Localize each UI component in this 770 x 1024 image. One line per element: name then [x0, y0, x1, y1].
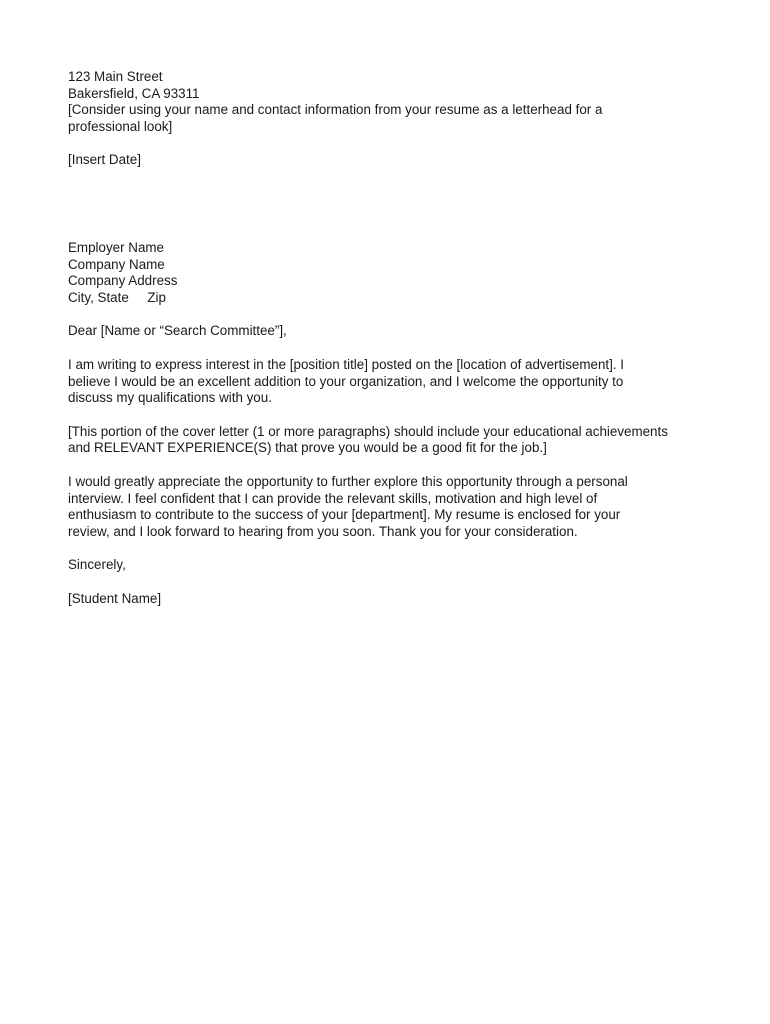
body-line: I am writing to express interest in the [position title] posted on the [location of advertisement]. I: [68, 356, 624, 372]
body-line: enthusiasm to contribute to the success of your [department]. My resume is enclosed for your: [68, 507, 621, 523]
closing: Sincerely,: [68, 557, 126, 573]
recipient-address-block: [68, 240, 708, 306]
salutation: Dear [Name or “Search Committee”],: [68, 323, 287, 339]
body-line: I would greatly appreciate the opportunity to further explore this opportunity through a personal: [68, 473, 628, 489]
body-line: discuss my qualifications with you.: [68, 390, 272, 406]
body-line: and RELEVANT EXPERIENCE(S) that prove you would be a good fit for the job.]: [68, 440, 547, 456]
recipient-company: Company Name: [68, 256, 165, 272]
recipient-city-state-zip: City, State Zip: [68, 289, 166, 305]
letter-date: [Insert Date]: [68, 152, 141, 168]
signature-name: [Student Name]: [68, 590, 162, 606]
letterhead-note-line-1: [Consider using your name and contact information from your resume as a letterhead for a: [68, 102, 603, 118]
sender-street: 123 Main Street: [68, 69, 163, 84]
sender-city-state-zip: Bakersfield, CA 93311: [68, 85, 200, 101]
recipient-name: Employer Name: [68, 239, 164, 255]
body-line: review, and I look forward to hearing from you soon. Thank you for your consideration.: [68, 523, 578, 539]
body-line: [This portion of the cover letter (1 or more paragraphs) should include your educational achievements: [68, 423, 668, 439]
letter-page: [68, 69, 708, 607]
recipient-address: Company Address: [68, 273, 178, 289]
letterhead-note-line-2: professional look]: [68, 118, 173, 134]
body-paragraph-3: [68, 474, 708, 540]
body-paragraph-2: [68, 424, 708, 457]
body-paragraph-1: [68, 357, 708, 407]
sender-address-block: [68, 69, 708, 135]
body-line: interview. I feel confident that I can provide the relevant skills, motivation and high level of: [68, 490, 598, 506]
body-line: believe I would be an excellent addition to your organization, and I welcome the opportunity to: [68, 373, 624, 389]
